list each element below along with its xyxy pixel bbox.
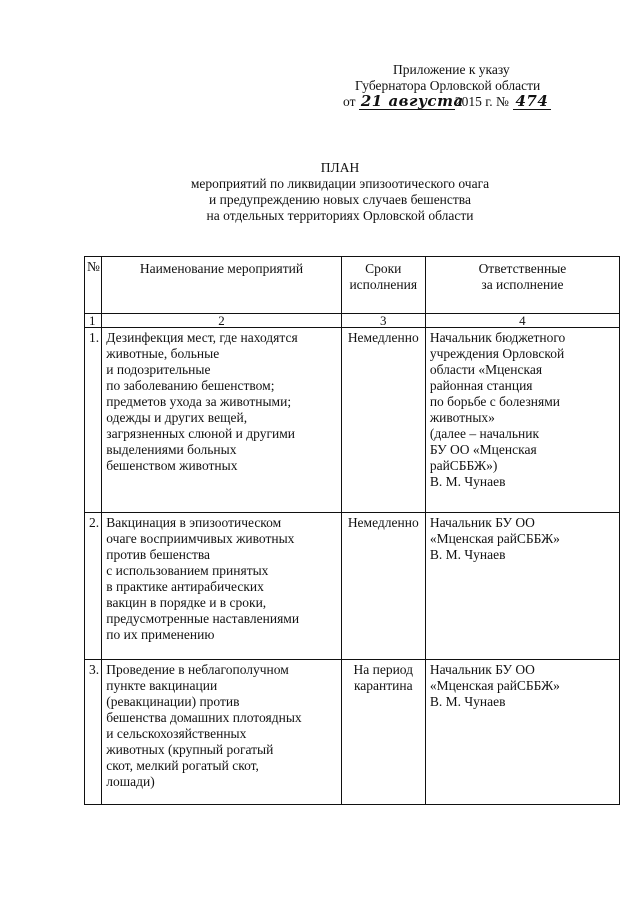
plan-subtitle-line: и предупреждению новых случаев бешенства: [209, 192, 471, 207]
table-header-row: [85, 257, 620, 314]
col-number: 2: [102, 314, 341, 328]
table-row: [85, 660, 620, 805]
row-num: 1.: [85, 328, 102, 513]
plan-title: [150, 160, 530, 224]
header-name: Наименование мероприятий: [102, 257, 341, 314]
appendix-line: Приложение к указу: [393, 62, 510, 77]
row-responsible: Начальник БУ ОО «Мценская райСББЖ» В. М. Чунаев: [425, 660, 619, 805]
handwritten-date: 21 августа: [360, 92, 464, 110]
row-responsible: Начальник БУ ОО «Мценская райСББЖ» В. М. Чунаев: [425, 513, 619, 660]
year-number-label: 2015 г. №: [454, 94, 509, 109]
col-number: 3: [341, 314, 425, 328]
row-num: 2.: [85, 513, 102, 660]
row-terms: Немедленно: [341, 513, 425, 660]
handwritten-number: 474: [513, 94, 551, 110]
table-row: [85, 328, 620, 513]
date-number-line: [340, 94, 630, 110]
row-num: 3.: [85, 660, 102, 805]
table-row: [85, 513, 620, 660]
row-terms: Немедленно: [341, 328, 425, 513]
column-number-row: [85, 314, 620, 328]
row-responsible: Начальник бюджетного учреждения Орловской области «Мценская районная станция по борьбе с болезнями животных» (далее – начальник БУ ОО «Мценская райСББЖ») В. М. Чунаев: [425, 328, 619, 513]
from-label: от: [343, 94, 356, 109]
governor-line: Губернатора Орловской области: [355, 78, 541, 93]
header-terms: Сроки исполнения: [341, 257, 425, 314]
header-num: №: [85, 257, 102, 314]
col-number: 1: [85, 314, 102, 328]
row-measure: Проведение в неблагополучном пункте вакцинации (ревакцинации) против бешенства домашних плотоядных и сельскохозяйственных животных (крупный рогатый скот, мелкий рогатый скот, лошади): [102, 660, 341, 805]
header-responsible: Ответственные за исполнение: [425, 257, 619, 314]
row-measure: Дезинфекция мест, где находятся животные, больные и подозрительные по заболеванию бешенством; предметов ухода за животными; одежды и других вещей, загрязненных слюной и другими выделениями больных бешенством животных: [102, 328, 341, 513]
plan-heading: ПЛАН: [320, 160, 360, 175]
plan-subtitle-line: мероприятий по ликвидации эпизоотического очага: [190, 176, 490, 191]
decree-appendix-header: [340, 62, 630, 110]
plan-subtitle-line: на отдельных территориях Орловской области: [206, 208, 474, 223]
col-number: 4: [425, 314, 619, 328]
row-terms: На период карантина: [341, 660, 425, 805]
row-measure: Вакцинация в эпизоотическом очаге восприимчивых животных против бешенства с использованием принятых в практике антирабических вакцин в порядке и в сроки, предусмотренные наставлениями по их применению: [102, 513, 341, 660]
measures-table: [84, 256, 620, 805]
